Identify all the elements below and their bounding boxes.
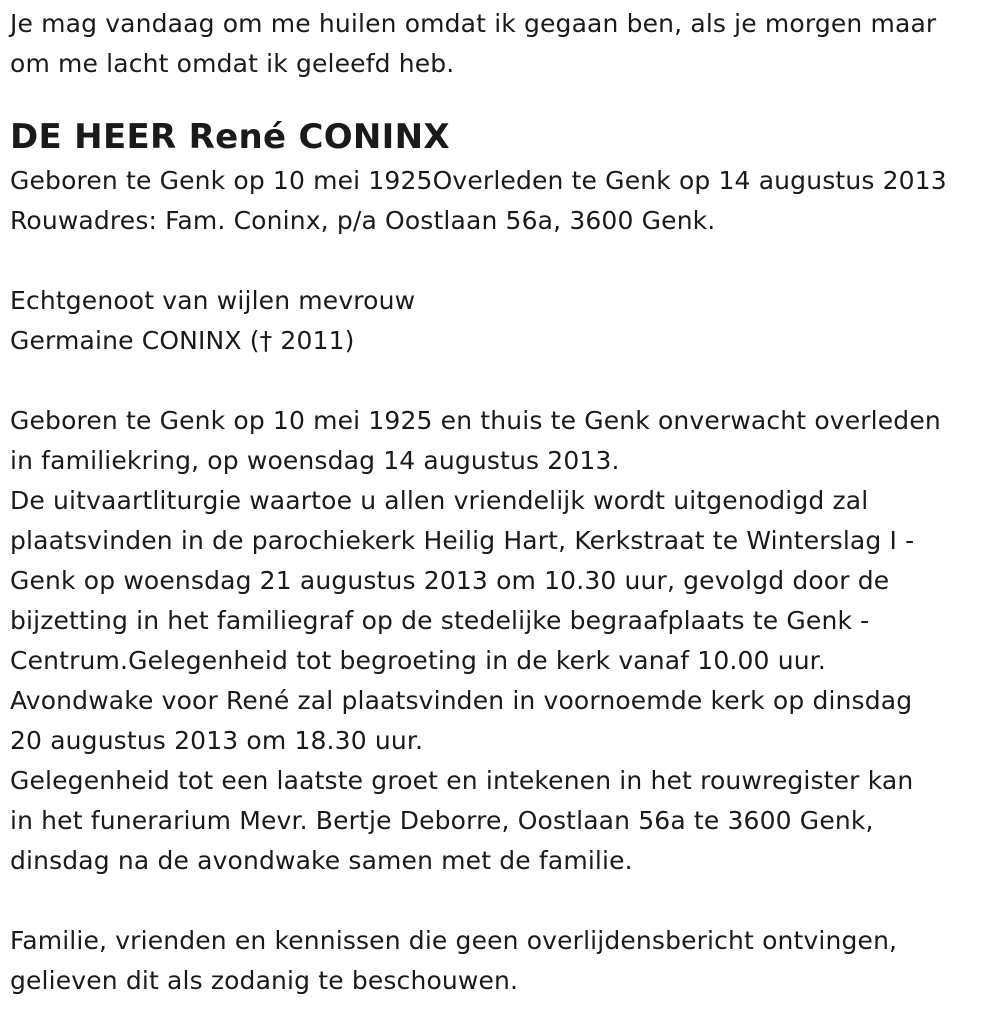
body-line: 20 augustus 2013 om 18.30 uur.	[10, 726, 424, 755]
spouse-info	[10, 281, 995, 361]
mourning-address: Rouwadres: Fam. Coninx, p/a Oostlaan 56a, 3600 Genk.	[10, 206, 716, 235]
spacer	[10, 361, 995, 401]
closing-line: gelieven dit als zodanig te beschouwen.	[10, 966, 519, 995]
closing-line: Familie, vrienden en kennissen die geen overlijdensbericht ontvingen,	[10, 926, 898, 955]
body-line: Centrum.Gelegenheid tot begroeting in de kerk vanaf 10.00 uur.	[10, 646, 826, 675]
motto-line: Je mag vandaag om me huilen omdat ik gegaan ben, als je morgen maar	[10, 9, 937, 38]
body-line: Geboren te Genk op 10 mei 1925 en thuis te Genk onverwacht overleden	[10, 406, 941, 435]
body-line: plaatsvinden in de parochiekerk Heilig Hart, Kerkstraat te Winterslag I -	[10, 526, 915, 555]
motto	[10, 4, 995, 84]
motto-line: om me lacht omdat ik geleefd heb.	[10, 49, 455, 78]
spacer	[10, 241, 995, 281]
body-line: in het funerarium Mevr. Bertje Deborre, Oostlaan 56a te 3600 Genk,	[10, 806, 874, 835]
closing-text	[10, 921, 995, 1001]
details	[10, 161, 995, 241]
body-line: bijzetting in het familiegraf op de stedelijke begraafplaats te Genk -	[10, 606, 870, 635]
spacer	[10, 881, 995, 921]
body-line: De uitvaartliturgie waartoe u allen vriendelijk wordt uitgenodigd zal	[10, 486, 869, 515]
body-text	[10, 401, 995, 881]
obituary-notice	[10, 4, 995, 1001]
body-line: dinsdag na de avondwake samen met de familie.	[10, 846, 633, 875]
birth-death-line: Geboren te Genk op 10 mei 1925Overleden te Genk op 14 augustus 2013	[10, 166, 947, 195]
deceased-name: DE HEER René CONINX	[10, 117, 450, 157]
body-line: Gelegenheid tot een laatste groet en intekenen in het rouwregister kan	[10, 766, 914, 795]
body-line: Avondwake voor René zal plaatsvinden in voornoemde kerk op dinsdag	[10, 686, 913, 715]
spouse-line: Echtgenoot van wijlen mevrouw	[10, 286, 416, 315]
body-line: Genk op woensdag 21 augustus 2013 om 10.30 uur, gevolgd door de	[10, 566, 890, 595]
spouse-line: Germaine CONINX († 2011)	[10, 326, 355, 355]
body-line: in familiekring, op woensdag 14 augustus 2013.	[10, 446, 620, 475]
